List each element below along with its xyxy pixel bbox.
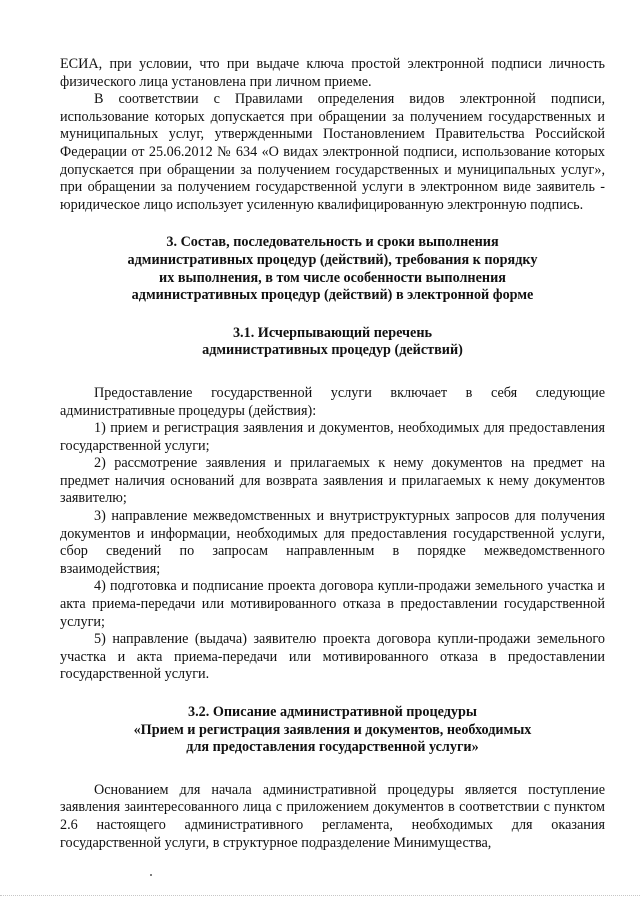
section-3-2-heading [60,704,605,757]
scan-edge-line [0,895,640,896]
intro-continuation: ЕСИА, при условии, что при выдаче ключа простой электронной подписи личность физического лица установлена при личном приеме. [60,56,605,90]
section-3-2-heading-line: для предоставления государственной услуги» [186,739,479,756]
scan-speck [150,874,152,876]
list-item: 3) направление межведомственных и внутриструктурных запросов для получения документов и информации, необходимых для предоставления государственной услуги, сбор сведений по запросам направленным в порядке межведомственного взаимодействия; [60,508,605,577]
section-3-2-paragraph: Основанием для начала административной процедуры является поступление заявления заинтересованного лица с приложением документов в соответствии с пунктом 2.6 настоящего административного регламента, необходимых для оказания государственной услуги, в структурное подразделение Минимущества, [60,781,605,851]
section-3-heading-line: их выполнения, в том числе особенности выполнения [159,269,506,286]
section-3-1-heading-line: 3.1. Исчерпывающий перечень [232,324,433,341]
section-3-heading [60,234,605,304]
list-item: 2) рассмотрение заявления и прилагаемых к нему документов на предмет на предмет наличия оснований для возврата заявления и прилагаемых к нему документов заявителю; [60,455,605,507]
section-3-heading-line: административных процедур (действий) в электронной форме [131,287,534,304]
procedures-lead: Предоставление государственной услуги включает в себя следующие административные процедуры (действия): [60,384,605,419]
section-3-1-heading-line: административных процедур (действий) [202,342,463,359]
procedures-list [60,420,605,684]
list-item: 1) прием и регистрация заявления и документов, необходимых для предоставления государственной услуги; [60,420,605,454]
section-3-2-heading-line: 3.2. Описание административной процедуры [188,704,477,720]
spacer [60,214,605,234]
spacer [60,684,605,704]
spacer [60,360,605,385]
section-3-heading-line: 3. Состав, последовательность и сроки выполнения [166,234,499,251]
list-item: 5) направление (выдача) заявителю проекта договора купли-продажи земельного участка и акта приема-передачи или мотивированного отказа в предоставлении государственной услуги. [60,631,605,683]
spacer [60,757,605,782]
section-3-1-heading [60,325,605,360]
spacer [60,305,605,325]
list-item: 4) подготовка и подписание проекта договора купли-продажи земельного участка и акта приема-передачи или мотивированного отказа в предоставлении государственной услуги; [60,578,605,630]
document-page [60,56,605,852]
section-3-heading-line: административных процедур (действий), требования к порядку [127,251,538,268]
intro-paragraph: В соответствии с Правилами определения видов электронной подписи, использование которых допускается при обращении за получением государственных и муниципальных услуг, утвержденными Постановлением Правительства Российской Федерации от 25.06.2012 № 634 «О видах электронной подписи, использование которых допускается при обращении за получением государственных и муниципальных услуг», при обращении за получением государственной услуги в электронном виде заявитель - юридическое лицо использует усиленную квалифицированную электронную подпись. [60,91,605,213]
section-3-2-heading-line: «Прием и регистрация заявления и документов, необходимых [133,721,532,738]
